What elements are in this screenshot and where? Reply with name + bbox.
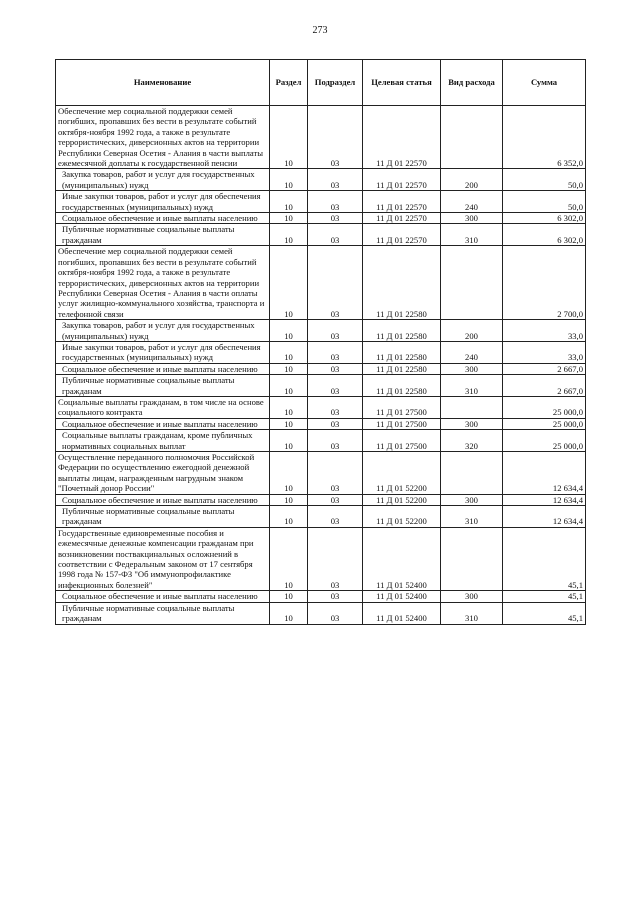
cell-target: 11 Д 01 52200 (363, 494, 441, 505)
cell-target: 11 Д 01 52400 (363, 591, 441, 602)
cell-name: Публичные нормативные социальные выплаты гражданам (56, 602, 270, 624)
cell-target: 11 Д 01 22580 (363, 363, 441, 374)
cell-expense-type: 200 (441, 169, 503, 191)
cell-target: 11 Д 01 22570 (363, 191, 441, 213)
cell-subsection: 03 (308, 494, 363, 505)
cell-name: Иные закупки товаров, работ и услуг для обеспечения государственных (муниципальных) нужд (56, 341, 270, 363)
cell-expense-type: 300 (441, 363, 503, 374)
cell-subsection: 03 (308, 224, 363, 246)
cell-subsection: 03 (308, 452, 363, 495)
cell-expense-type: 310 (441, 506, 503, 528)
cell-target: 11 Д 01 27500 (363, 396, 441, 418)
cell-target: 11 Д 01 27500 (363, 430, 441, 452)
cell-subsection: 03 (308, 396, 363, 418)
cell-expense-type: 240 (441, 341, 503, 363)
cell-amount: 50,0 (503, 169, 586, 191)
cell-amount: 12 634,4 (503, 494, 586, 505)
cell-target: 11 Д 01 22570 (363, 106, 441, 169)
cell-expense-type (441, 106, 503, 169)
cell-expense-type (441, 246, 503, 320)
cell-target: 11 Д 01 52400 (363, 602, 441, 624)
cell-section: 10 (270, 430, 308, 452)
cell-section: 10 (270, 363, 308, 374)
table-row (56, 224, 586, 246)
cell-section: 10 (270, 224, 308, 246)
cell-section: 10 (270, 591, 308, 602)
table-row (56, 452, 586, 495)
table-row (56, 246, 586, 320)
cell-amount: 12 634,4 (503, 506, 586, 528)
cell-expense-type: 240 (441, 191, 503, 213)
cell-amount: 2 667,0 (503, 363, 586, 374)
cell-section: 10 (270, 494, 308, 505)
cell-section: 10 (270, 191, 308, 213)
cell-subsection: 03 (308, 246, 363, 320)
cell-section: 10 (270, 341, 308, 363)
cell-amount: 25 000,0 (503, 430, 586, 452)
cell-amount: 33,0 (503, 320, 586, 342)
cell-name: Публичные нормативные социальные выплаты гражданам (56, 224, 270, 246)
table-row (56, 375, 586, 397)
cell-amount: 45,1 (503, 591, 586, 602)
cell-section: 10 (270, 506, 308, 528)
cell-amount: 25 000,0 (503, 418, 586, 429)
cell-amount: 45,1 (503, 602, 586, 624)
cell-subsection: 03 (308, 375, 363, 397)
cell-section: 10 (270, 169, 308, 191)
cell-name: Закупка товаров, работ и услуг для государственных (муниципальных) нужд (56, 169, 270, 191)
cell-name: Обеспечение мер социальной поддержки семей погибших, пропавших без вести в результате событий октября-ноября 1992 года, а также в результате террористических, диверсионных актов на территории Республики Северная Осетия - Алания в части оплаты услуг жилищно-коммунального хозяйства, транспорта и телефонной связи (56, 246, 270, 320)
cell-amount: 12 634,4 (503, 452, 586, 495)
cell-name: Социальное обеспечение и иные выплаты населению (56, 213, 270, 224)
header-expense-type: Вид расхода (441, 60, 503, 106)
cell-name: Социальное обеспечение и иные выплаты населению (56, 591, 270, 602)
cell-expense-type: 300 (441, 418, 503, 429)
cell-subsection: 03 (308, 506, 363, 528)
cell-name: Социальное обеспечение и иные выплаты населению (56, 363, 270, 374)
cell-subsection: 03 (308, 169, 363, 191)
header-name: Наименование (56, 60, 270, 106)
cell-expense-type: 320 (441, 430, 503, 452)
table-header-row (56, 60, 586, 106)
cell-amount: 6 302,0 (503, 213, 586, 224)
cell-expense-type (441, 527, 503, 590)
cell-target: 11 Д 01 52200 (363, 452, 441, 495)
cell-name: Публичные нормативные социальные выплаты гражданам (56, 506, 270, 528)
table-row (56, 320, 586, 342)
cell-subsection: 03 (308, 213, 363, 224)
table-row (56, 396, 586, 418)
cell-target: 11 Д 01 22580 (363, 320, 441, 342)
cell-expense-type: 300 (441, 213, 503, 224)
cell-target: 11 Д 01 22580 (363, 375, 441, 397)
cell-target: 11 Д 01 52400 (363, 527, 441, 590)
cell-expense-type (441, 396, 503, 418)
cell-amount: 2 700,0 (503, 246, 586, 320)
cell-name: Публичные нормативные социальные выплаты гражданам (56, 375, 270, 397)
cell-name: Иные закупки товаров, работ и услуг для обеспечения государственных (муниципальных) нужд (56, 191, 270, 213)
cell-subsection: 03 (308, 191, 363, 213)
cell-subsection: 03 (308, 341, 363, 363)
cell-amount: 45,1 (503, 527, 586, 590)
cell-target: 11 Д 01 22570 (363, 169, 441, 191)
cell-name: Социальное обеспечение и иные выплаты населению (56, 494, 270, 505)
table-row (56, 418, 586, 429)
cell-section: 10 (270, 246, 308, 320)
cell-expense-type: 310 (441, 375, 503, 397)
cell-subsection: 03 (308, 430, 363, 452)
cell-amount: 33,0 (503, 341, 586, 363)
header-target: Целевая статья (363, 60, 441, 106)
table-row (56, 430, 586, 452)
table-row (56, 602, 586, 624)
table-row (56, 494, 586, 505)
cell-target: 11 Д 01 22570 (363, 224, 441, 246)
cell-expense-type: 200 (441, 320, 503, 342)
cell-expense-type: 300 (441, 494, 503, 505)
cell-name: Социальные выплаты гражданам, в том числе на основе социального контракта (56, 396, 270, 418)
cell-expense-type: 310 (441, 224, 503, 246)
table-row (56, 341, 586, 363)
table-row (56, 106, 586, 169)
cell-amount: 2 667,0 (503, 375, 586, 397)
cell-section: 10 (270, 452, 308, 495)
table-row (56, 191, 586, 213)
cell-name: Социальные выплаты гражданам, кроме публичных нормативных социальных выплат (56, 430, 270, 452)
cell-section: 10 (270, 418, 308, 429)
table-row (56, 506, 586, 528)
cell-section: 10 (270, 375, 308, 397)
table-row (56, 169, 586, 191)
cell-amount: 50,0 (503, 191, 586, 213)
header-section: Раздел (270, 60, 308, 106)
cell-amount: 6 302,0 (503, 224, 586, 246)
cell-subsection: 03 (308, 320, 363, 342)
cell-name: Социальное обеспечение и иные выплаты населению (56, 418, 270, 429)
cell-section: 10 (270, 527, 308, 590)
cell-subsection: 03 (308, 418, 363, 429)
cell-target: 11 Д 01 22580 (363, 246, 441, 320)
cell-section: 10 (270, 396, 308, 418)
table-body (56, 106, 586, 625)
cell-name: Обеспечение мер социальной поддержки семей погибших, пропавших без вести в результате событий октября-ноября 1992 года, а также в результате террористических, диверсионных актов на территории Республики Северная Осетия - Алания в части выплаты ежемесячной доплаты к государственной пенсии (56, 106, 270, 169)
header-subsection: Подраздел (308, 60, 363, 106)
page-number: 273 (312, 25, 328, 36)
cell-amount: 6 352,0 (503, 106, 586, 169)
cell-target: 11 Д 01 27500 (363, 418, 441, 429)
table-row (56, 363, 586, 374)
table-row (56, 591, 586, 602)
cell-subsection: 03 (308, 602, 363, 624)
cell-section: 10 (270, 213, 308, 224)
table-row (56, 527, 586, 590)
cell-target: 11 Д 01 52200 (363, 506, 441, 528)
cell-subsection: 03 (308, 106, 363, 169)
cell-target: 11 Д 01 22580 (363, 341, 441, 363)
budget-table (55, 59, 586, 625)
cell-name: Осуществление переданного полномочия Российской Федерации по осуществлению ежегодной денежной выплаты лицам, награжденным нагрудным знаком "Почетный донор России" (56, 452, 270, 495)
cell-subsection: 03 (308, 527, 363, 590)
header-amount: Сумма (503, 60, 586, 106)
cell-section: 10 (270, 106, 308, 169)
cell-name: Государственные единовременные пособия и ежемесячные денежные компенсации гражданам при возникновении поствакцинальных осложнений в соответствии с Федеральным законом от 17 сентября 1998 года № 157-ФЗ "Об иммунопрофилактике инфекционных болезней" (56, 527, 270, 590)
cell-target: 11 Д 01 22570 (363, 213, 441, 224)
table-row (56, 213, 586, 224)
cell-section: 10 (270, 602, 308, 624)
cell-name: Закупка товаров, работ и услуг для государственных (муниципальных) нужд (56, 320, 270, 342)
cell-expense-type: 300 (441, 591, 503, 602)
cell-expense-type (441, 452, 503, 495)
cell-expense-type: 310 (441, 602, 503, 624)
cell-subsection: 03 (308, 363, 363, 374)
cell-amount: 25 000,0 (503, 396, 586, 418)
cell-subsection: 03 (308, 591, 363, 602)
cell-section: 10 (270, 320, 308, 342)
